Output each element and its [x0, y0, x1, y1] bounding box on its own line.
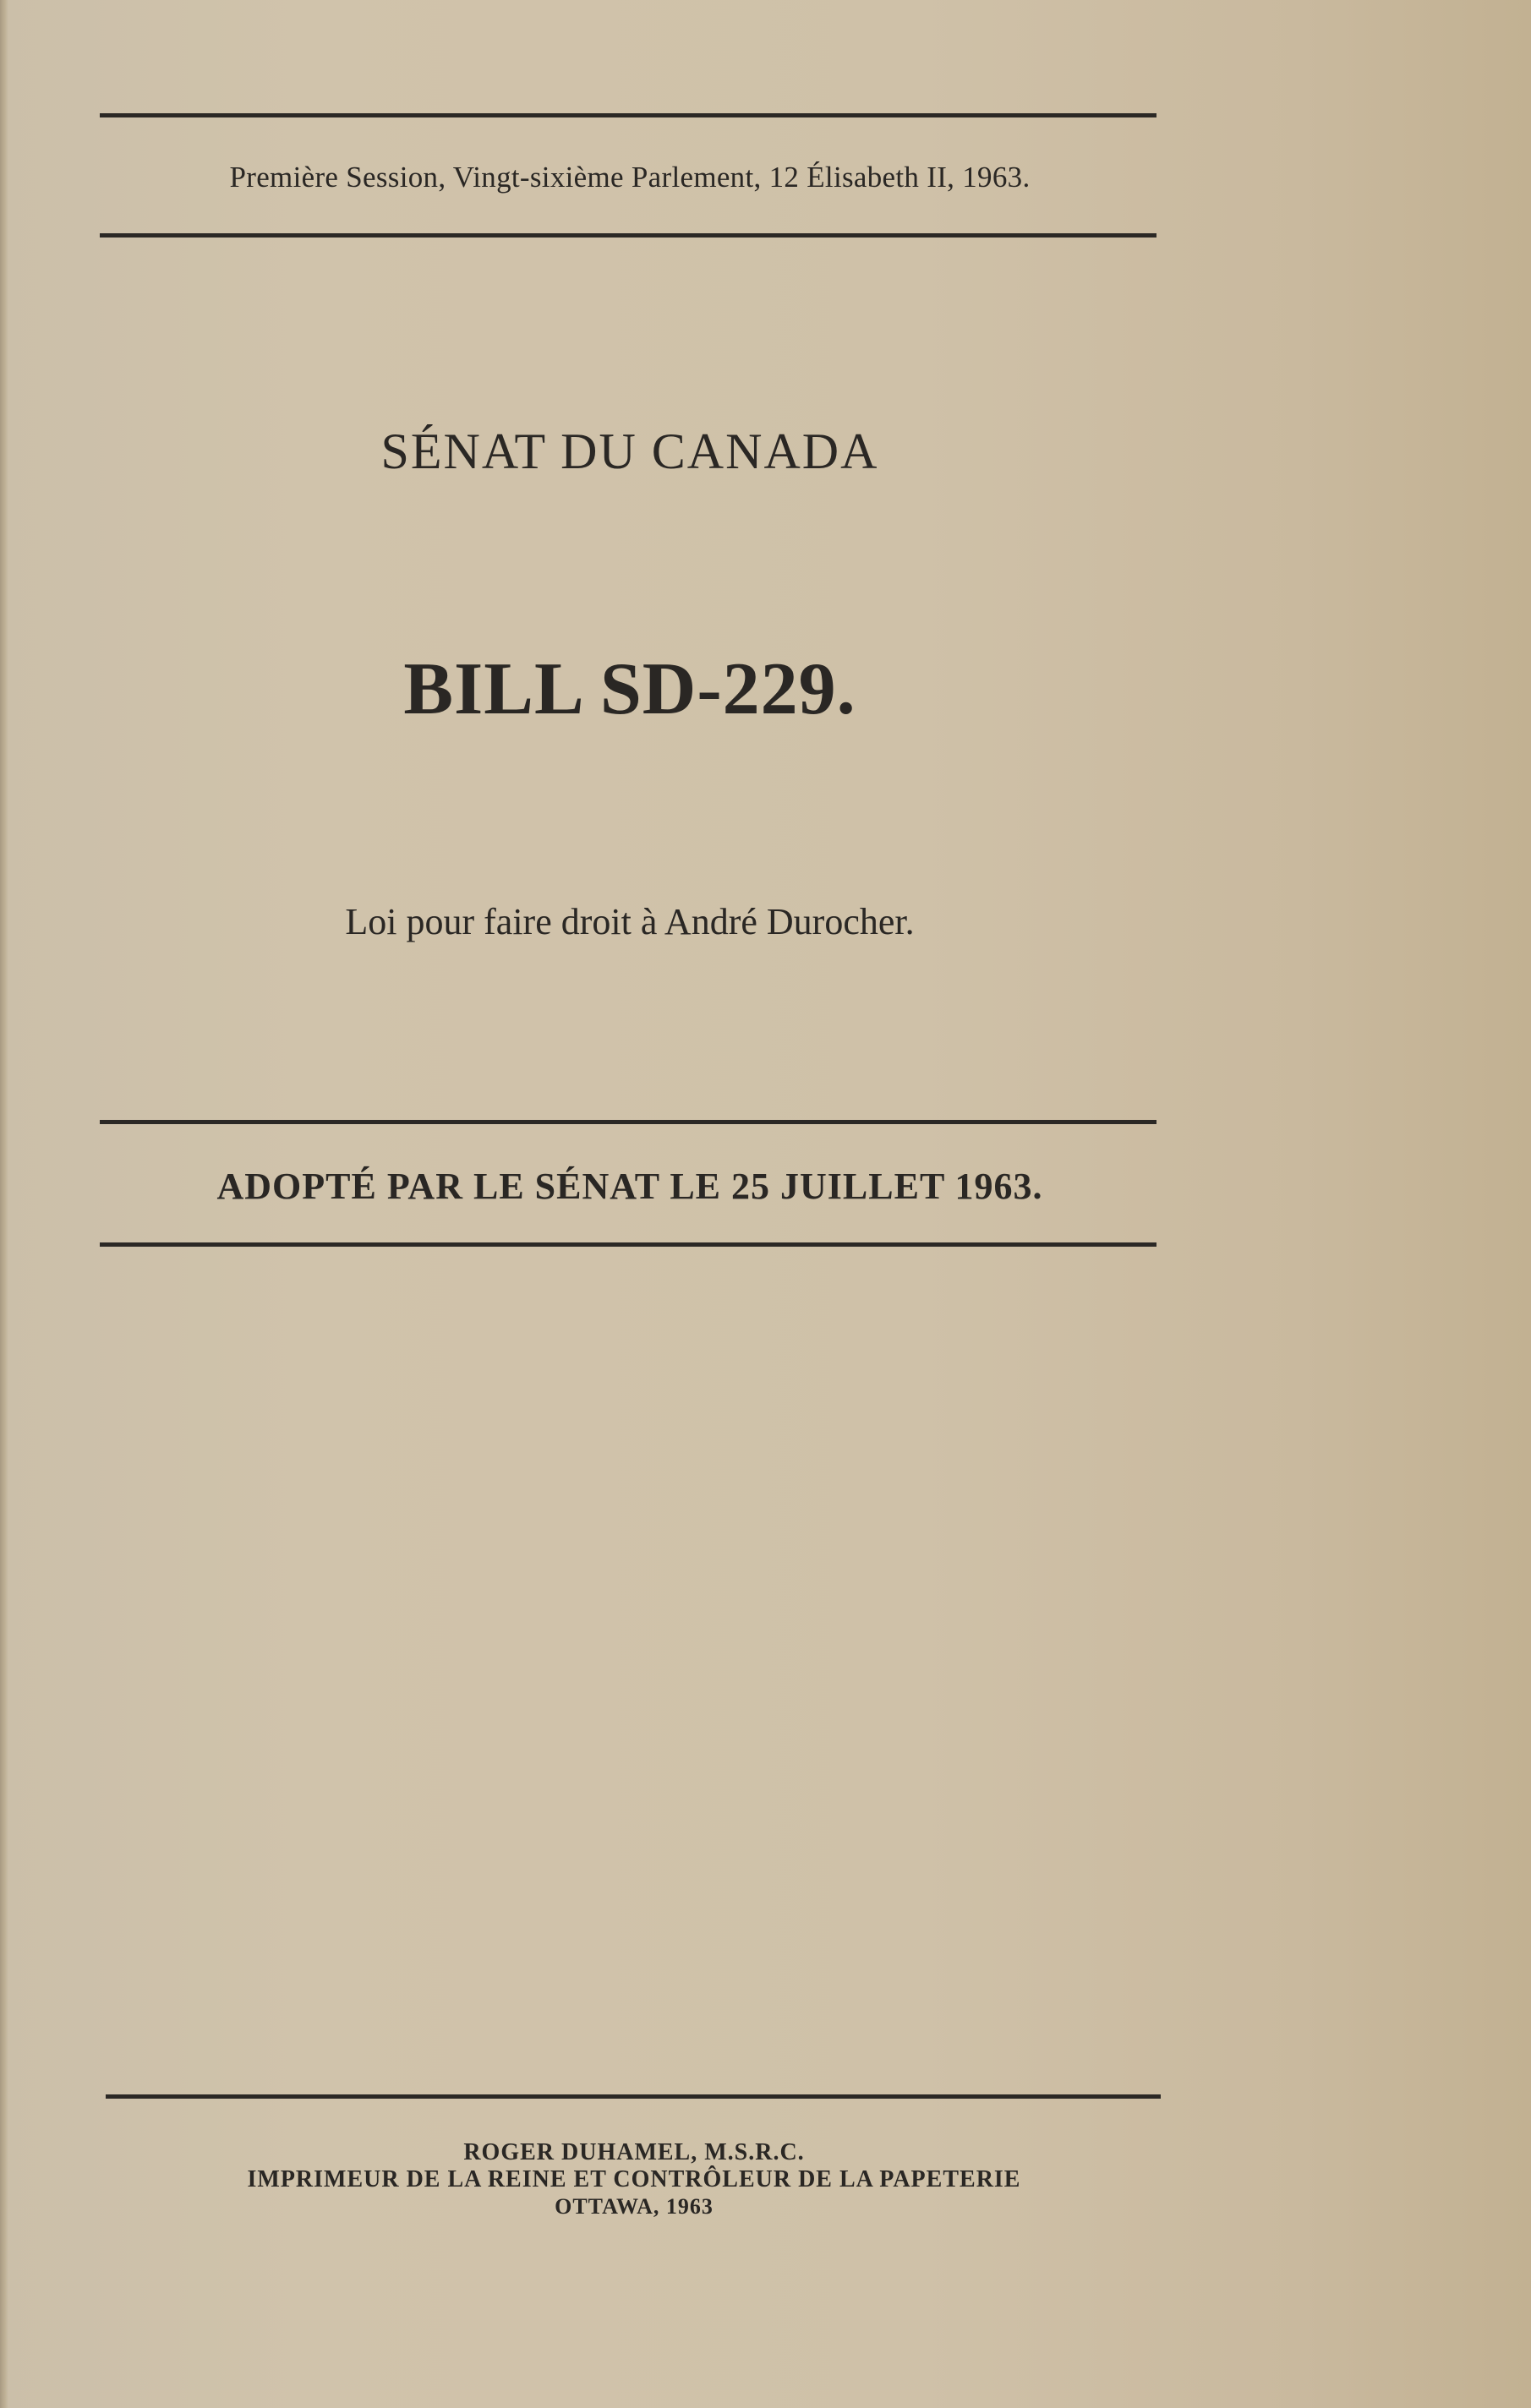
printer-city: OTTAWA, 1963 — [555, 2194, 714, 2219]
passage-top-rule — [100, 1120, 1156, 1124]
bill-description: Loi pour faire droit à André Durocher. — [345, 901, 915, 942]
bill-number: BILL SD-229. — [403, 648, 856, 730]
printer-name: ROGER DUHAMEL, M.S.R.C. — [463, 2139, 805, 2165]
passage-bottom-rule — [100, 1242, 1156, 1247]
senate-title: SÉNAT DU CANADA — [380, 423, 879, 479]
session-line: Première Session, Vingt-sixième Parlement, 12 Élisabeth II, 1963. — [229, 161, 1031, 194]
header-bottom-rule — [100, 233, 1156, 238]
imprint-rule — [106, 2094, 1161, 2099]
printer-title: IMPRIMEUR DE LA REINE ET CONTRÔLEUR DE LA PAPETERIE — [247, 2166, 1021, 2192]
passage-line: ADOPTÉ PAR LE SÉNAT LE 25 JUILLET 1963. — [216, 1166, 1043, 1207]
page-edge — [0, 0, 8, 2408]
top-rule — [100, 113, 1156, 117]
